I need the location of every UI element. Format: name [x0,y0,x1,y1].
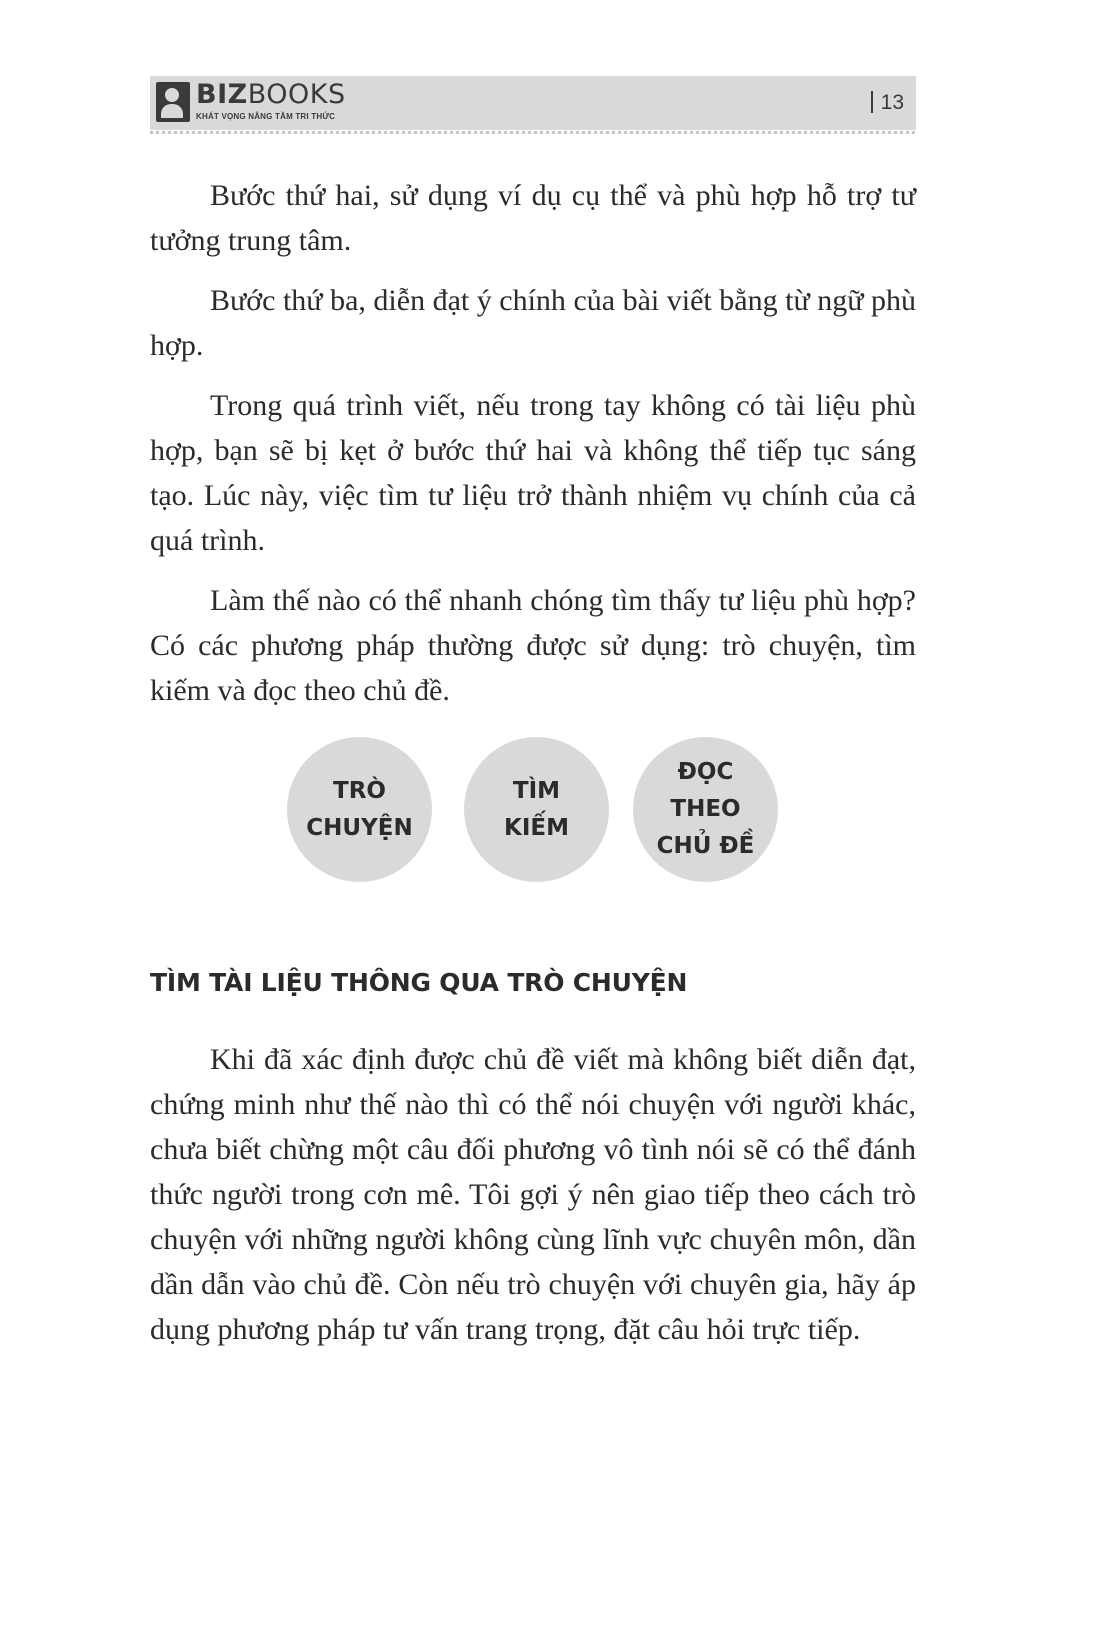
page-number-divider [871,91,873,113]
method-label: ĐỌC THEO CHỦ ĐỀ [656,759,755,859]
page-header [150,76,916,130]
paragraph-finding-material: Làm thế nào có thể nhanh chóng tìm thấy tư liệu phù hợp? Có các phương pháp thường được sử dụng: trò chuyện, tìm kiếm và đọc theo chủ đề. [150,584,916,707]
method-label: TRÒ CHUYỆN [306,777,413,841]
paragraph-writing-process: Trong quá trình viết, nếu trong tay không có tài liệu phù hợp, bạn sẽ bị kẹt ở bước thứ hai và không thể tiếp tục sáng tạo. Lúc này, việc tìm tư liệu trở thành nhiệm vụ chính của cả quá trình. [150,389,916,557]
method-circle-conversation [287,737,432,882]
method-circle-topic-reading [633,737,778,882]
brand-name-bold: BIZ [196,79,248,110]
paragraph-step-three: Bước thứ ba, diễn đạt ý chính của bài viết bằng từ ngữ phù hợp. [150,284,916,362]
brand-name-regular: BOOKS [247,79,346,110]
brand-tagline: KHÁT VỌNG NÂNG TẦM TRI THỨC [196,112,336,121]
method-label: TÌM KIẾM [504,777,569,841]
section-heading: TÌM TÀI LIỆU THÔNG QUA TRÒ CHUYỆN [150,968,688,997]
brand-name [196,80,346,110]
paragraph-step-two: Bước thứ hai, sử dụng ví dụ cụ thể và phù hợp hỗ trợ tư tưởng trung tâm. [150,179,916,257]
page-number-value: 13 [880,91,904,114]
page-number [871,91,904,115]
method-circle-search [464,737,609,882]
bizbooks-logo-icon [156,82,190,122]
paragraph-conversation: Khi đã xác định được chủ đề viết mà không biết diễn đạt, chứng minh như thế nào thì có thể nói chuyện với người khác, chưa biết chừng một câu đối phương vô tình nói sẽ có thể đánh thức người trong cơn mê. Tôi gợi ý nên giao tiếp theo cách trò chuyện với những người không cùng lĩnh vực chuyên môn, dần dần dẫn vào chủ đề. Còn nếu trò chuyện với chuyên gia, hãy áp dụng phương pháp tư vấn trang trọng, đặt câu hỏi trực tiếp. [150,1043,916,1346]
